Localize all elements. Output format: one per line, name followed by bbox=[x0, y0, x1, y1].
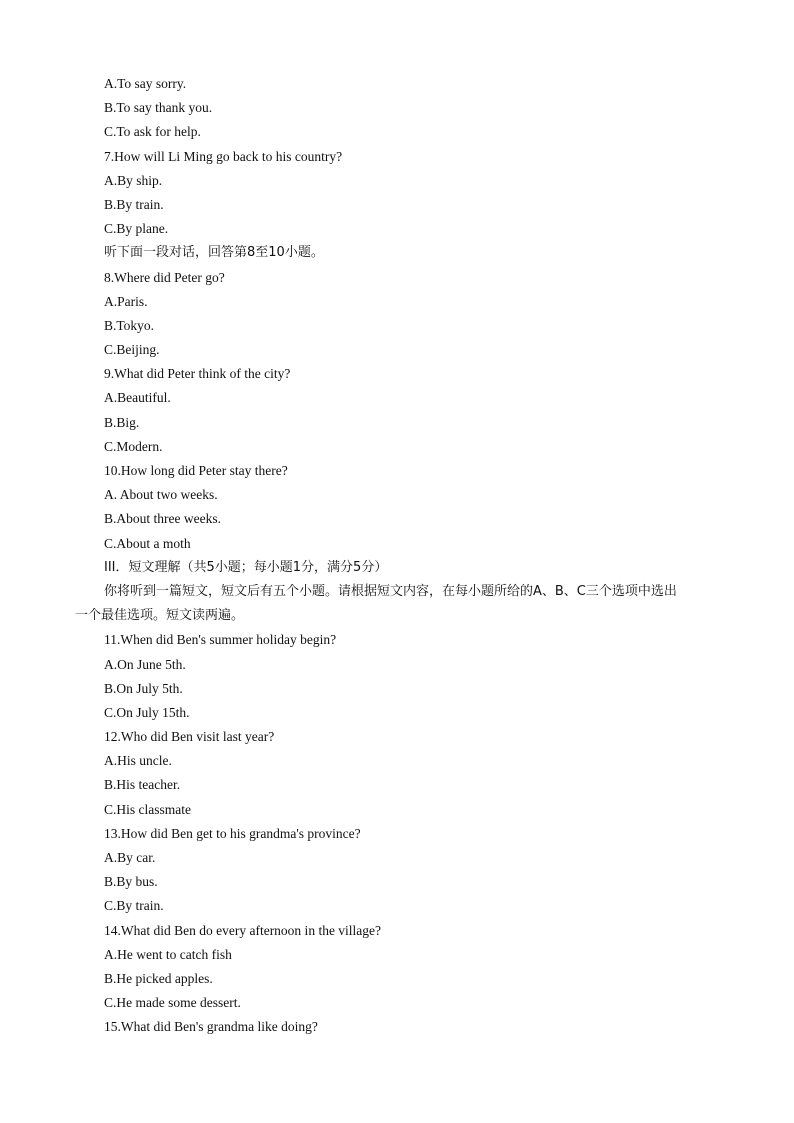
option-line: C.By train. bbox=[104, 898, 164, 914]
question-line: 10.How long did Peter stay there? bbox=[104, 463, 288, 478]
option-line: C.He made some dessert. bbox=[104, 995, 241, 1011]
question-line: 13.How did Ben get to his grandma's province? bbox=[104, 825, 361, 841]
option-line: B.On July 5th. bbox=[104, 680, 183, 696]
option-line: A.Paris. bbox=[104, 293, 148, 309]
option-line: C.About a moth bbox=[104, 535, 191, 551]
instruction-line: 听下面一段对话，回答第8至10小题。 bbox=[104, 245, 324, 261]
option-line: A.He went to catch fish bbox=[104, 946, 232, 962]
question-line: 14.What did Ben do every afternoon in the village? bbox=[104, 922, 382, 938]
option-line: C.On July 15th. bbox=[104, 704, 190, 720]
option-line: A.By ship. bbox=[104, 172, 163, 188]
option-line: C.His classmate bbox=[104, 801, 191, 817]
instruction-paragraph-line: 一个最佳选项。短文读两遍。 bbox=[75, 608, 245, 624]
section-heading: III．短文理解（共5小题；每小题1分，满分5分） bbox=[104, 559, 388, 575]
question-line: 8.Where did Peter go? bbox=[104, 269, 225, 285]
option-line: C.Modern. bbox=[104, 438, 163, 454]
option-line: B.He picked apples. bbox=[104, 970, 213, 986]
option-line: B.His teacher. bbox=[104, 777, 181, 793]
option-line: A. About two weeks. bbox=[104, 487, 218, 503]
option-line: B.By bus. bbox=[104, 874, 158, 890]
option-line: C.By plane. bbox=[104, 221, 169, 237]
option-line: B.To say thank you. bbox=[104, 100, 213, 116]
option-line: A.Beautiful. bbox=[104, 390, 171, 406]
option-line: C.Beijing. bbox=[104, 342, 160, 358]
question-line: 9.What did Peter think of the city? bbox=[104, 366, 291, 382]
option-line: B.About three weeks. bbox=[104, 511, 221, 527]
option-line: B.Big. bbox=[104, 414, 140, 430]
option-line: A.By car. bbox=[104, 850, 156, 865]
question-line: 11.When did Ben's summer holiday begin? bbox=[104, 632, 337, 648]
option-line: A.On June 5th. bbox=[104, 656, 186, 672]
option-line: B.Tokyo. bbox=[104, 317, 155, 333]
option-line: B.By train. bbox=[104, 196, 164, 212]
exam-text-body bbox=[0, 72, 794, 1040]
option-line: C.To ask for help. bbox=[104, 124, 201, 140]
option-line: A.To say sorry. bbox=[104, 76, 187, 91]
question-line: 7.How will Li Ming go back to his country? bbox=[104, 148, 343, 164]
question-line: 15.What did Ben's grandma like doing? bbox=[104, 1019, 318, 1035]
option-line: A.His uncle. bbox=[104, 753, 172, 769]
question-line: 12.Who did Ben visit last year? bbox=[104, 729, 275, 745]
instruction-paragraph-line: 你将听到一篇短文，短文后有五个小题。请根据短文内容，在每小题所给的A、B、C三个选项中选出 bbox=[104, 583, 677, 599]
